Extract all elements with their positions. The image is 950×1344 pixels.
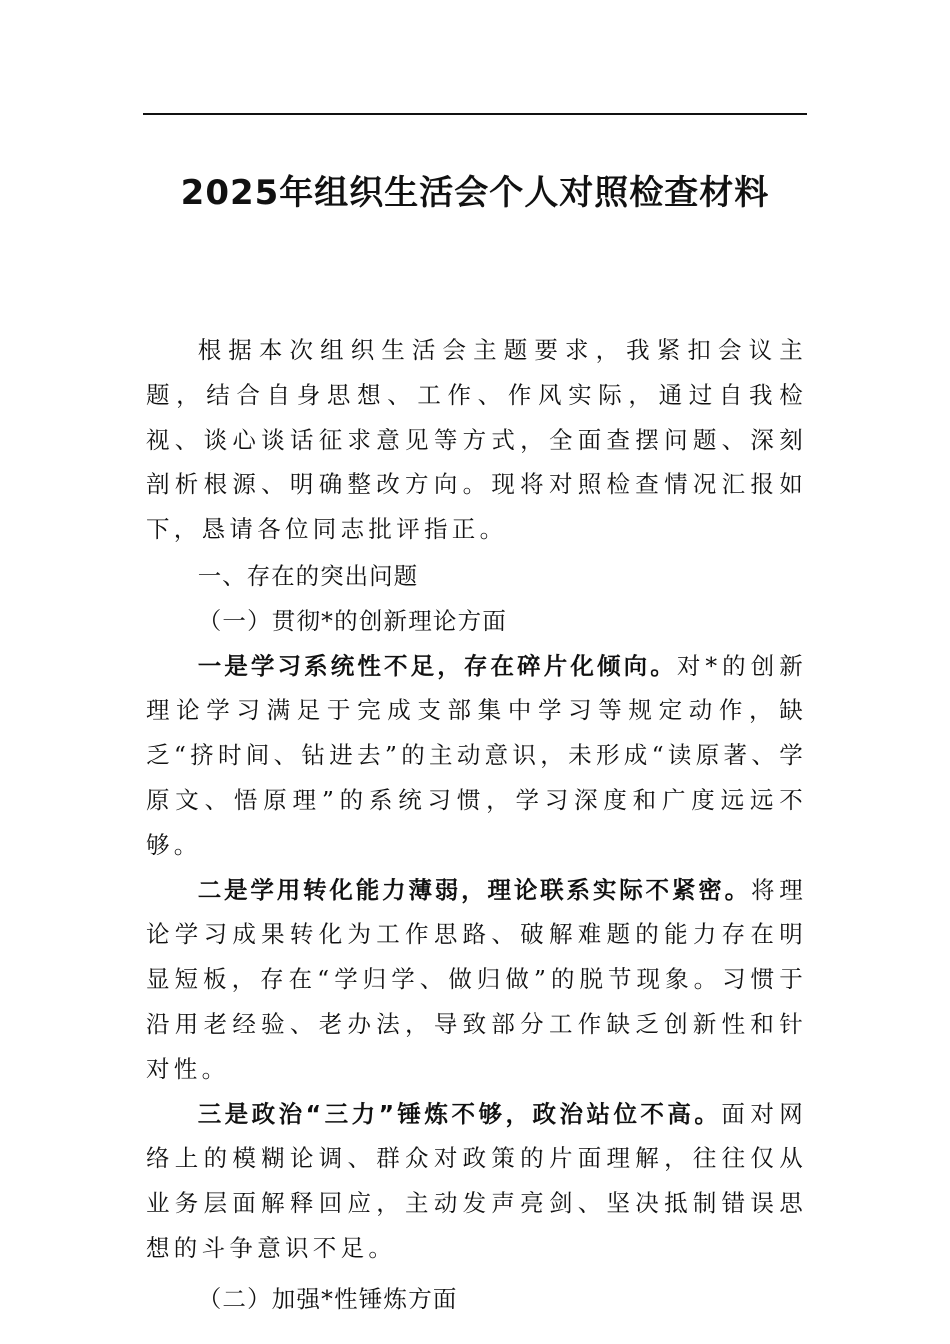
subsection-heading: （二）加强*性锤炼方面 xyxy=(197,1284,458,1313)
point-text: 将理论学习成果转化为工作思路、破解难题的能力存在明显短板，存在“学归学、做归做”的脱节现象。习惯于沿用老经验、老办法，导致部分工作缺乏创新性和针对性。 xyxy=(146,875,807,1083)
point-lead: 三是政治“三力”锤炼不够，政治站位不高。 xyxy=(197,1099,722,1128)
point-paragraph xyxy=(146,868,807,1092)
point-lead: 二是学用转化能力薄弱，理论联系实际不紧密。 xyxy=(197,875,751,904)
point-text: 对*的创新理论学习满足于完成支部集中学习等规定动作，缺乏“挤时间、钻进去”的主动意识，未形成“读原著、学原文、悟原理”的系统习惯，学习深度和广度远远不够。 xyxy=(146,651,808,859)
document-body xyxy=(146,328,807,1322)
point-lead: 一是学习系统性不足，存在碎片化倾向。 xyxy=(197,651,677,680)
point-paragraph xyxy=(146,644,807,868)
section-heading: 一、存在的突出问题 xyxy=(197,561,419,590)
point-text: 面对网络上的模糊论调、群众对政策的片面理解，往往仅从业务层面解释回应，主动发声亮剑、坚决抵制错误思想的斗争意识不足。 xyxy=(146,1099,808,1262)
subsection-heading: （一）贯彻*的创新理论方面 xyxy=(197,606,508,635)
point-paragraph xyxy=(146,1092,807,1271)
document-title: 2025年组织生活会个人对照检查材料 xyxy=(180,173,770,213)
header-rule xyxy=(143,113,807,115)
intro-paragraph: 根据本次组织生活会主题要求，我紧扣会议主题，结合自身思想、工作、作风实际，通过自我检视、谈心谈话征求意见等方式，全面查摆问题、深刻剖析根源、明确整改方向。现将对照检查情况汇报如下，恳请各位同志批评指正。 xyxy=(146,336,807,544)
